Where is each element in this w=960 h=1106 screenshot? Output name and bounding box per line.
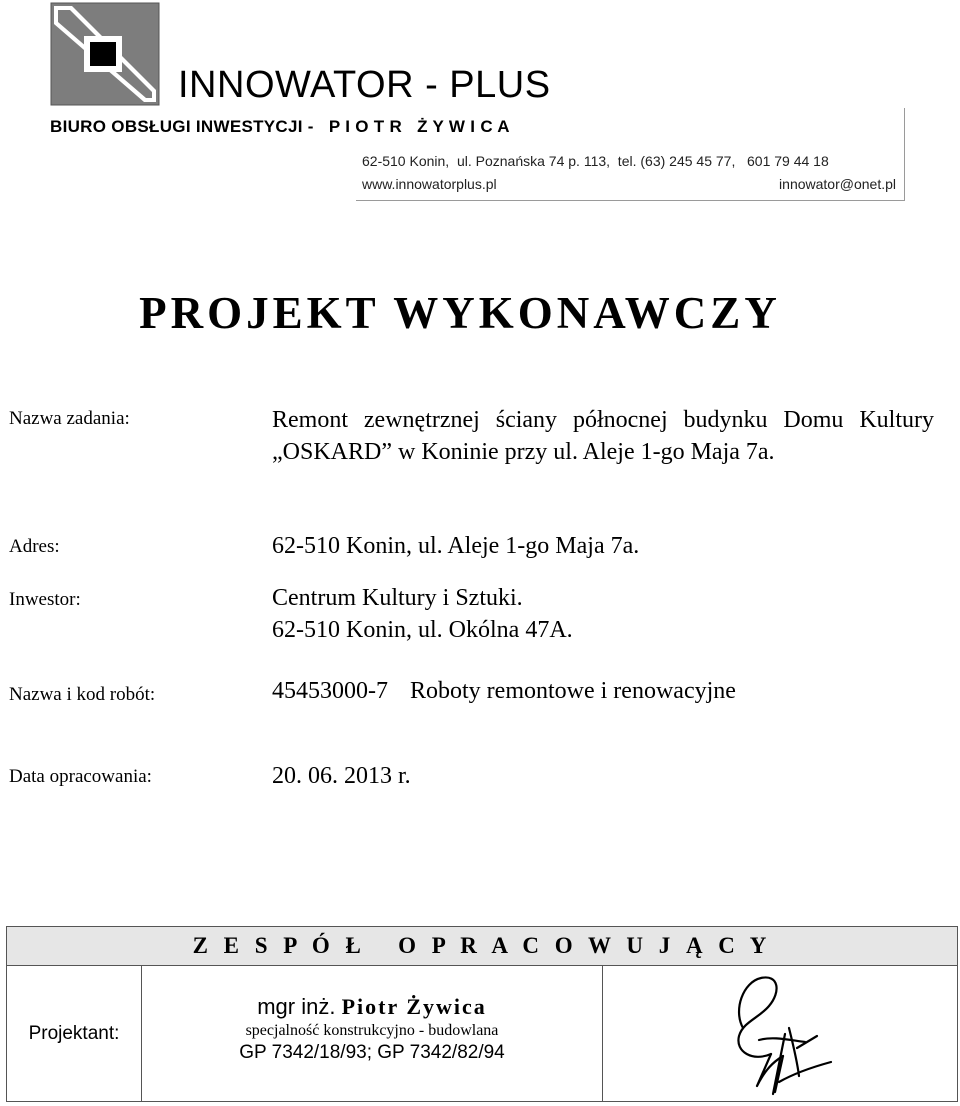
works-code: 45453000-7 bbox=[272, 678, 388, 704]
investor-address: 62-510 Konin, ul. Okólna 47A. bbox=[272, 617, 573, 643]
contact-address: 62-510 Konin, ul. Poznańska 74 p. 113, tel. (63) 245 45 77, 601 79 44 18 bbox=[362, 153, 829, 169]
investor-name: Centrum Kultury i Sztuki. bbox=[272, 585, 523, 611]
signature-cell bbox=[603, 966, 958, 1102]
works-label: Nazwa i kod robót: bbox=[9, 684, 156, 705]
task-value: Remont zewnętrznej ściany północnej budynku Domu Kultury „OSKARD” w Koninie przy ul. Aleje 1-go Maja 7a. bbox=[272, 407, 934, 465]
person-specialization: specjalność konstrukcyjno - budowlana bbox=[245, 1022, 499, 1039]
address-label: Adres: bbox=[9, 536, 60, 557]
role-label: Projektant: bbox=[28, 1022, 120, 1044]
person-title: mgr inż. bbox=[257, 994, 336, 1019]
works-value bbox=[272, 675, 736, 707]
document-title: PROJEKT WYKONAWCZY bbox=[139, 288, 781, 338]
person-cell bbox=[142, 966, 603, 1102]
email-link[interactable]: innowator@onet.pl bbox=[779, 176, 896, 192]
team-heading-text: Z E S P Ó Ł O P R A C O W U J Ą C Y bbox=[192, 933, 772, 958]
team-heading bbox=[7, 927, 958, 966]
date-label: Data opracowania: bbox=[9, 766, 152, 787]
company-subtitle-office: BIURO OBSŁUGI INWESTYCJI - bbox=[50, 117, 314, 136]
date-value: 20. 06. 2013 r. bbox=[272, 763, 411, 789]
signature-icon bbox=[713, 970, 843, 1100]
website-link[interactable]: www.innowatorplus.pl bbox=[362, 176, 497, 192]
company-subtitle-owner: P I O T R Ż Y W I C A bbox=[328, 117, 510, 136]
address-value: 62-510 Konin, ul. Aleje 1-go Maja 7a. bbox=[272, 533, 640, 559]
works-name: Roboty remontowe i renowacyjne bbox=[410, 678, 736, 704]
person-name-line bbox=[142, 994, 602, 1020]
role-cell bbox=[7, 966, 142, 1102]
company-name: INNOWATOR - PLUS bbox=[178, 64, 551, 106]
person-name: Piotr Żywica bbox=[341, 994, 487, 1019]
team-table bbox=[6, 926, 958, 1102]
person-license: GP 7342/18/93; GP 7342/82/94 bbox=[239, 1042, 505, 1063]
company-logo bbox=[50, 2, 160, 106]
investor-label: Inwestor: bbox=[9, 589, 81, 610]
task-label: Nazwa zadania: bbox=[9, 408, 130, 429]
